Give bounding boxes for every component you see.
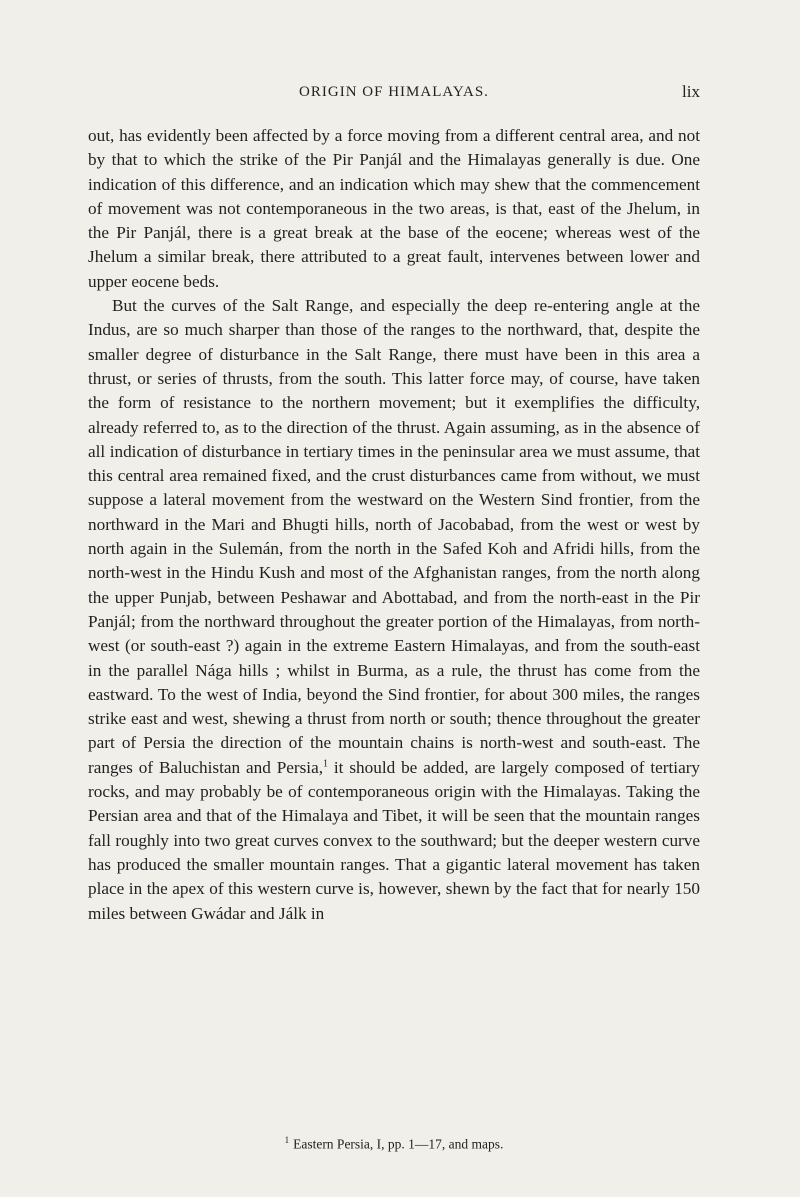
- footnote-text: Eastern Persia, I, pp. 1—17, and maps.: [293, 1136, 504, 1152]
- page-number: lix: [682, 82, 700, 101]
- paragraph-2: [88, 294, 700, 926]
- footnote: [88, 1135, 700, 1153]
- running-head: [88, 80, 700, 106]
- footnote-mark: 1: [284, 1135, 290, 1145]
- running-title: ORIGIN OF HIMALAYAS.: [299, 84, 489, 100]
- paragraph-2-text-before: But the curves of the Salt Range, and especially the deep re-entering angle at the Indus, are so much sharper than those of the ranges to the northward, that, despite the smaller degree of disturbance in the Salt Range, there must have been in this area a thrust, or series of thrusts, from the south. This latter force may, of course, have taken the form of resistance to the northern movement; but it exemplifies the difficulty, already referred to, as to the direction of the thrust. Again assuming, as in the absence of all indication of disturbance in tertiary times in the peninsular area we must assume, that this central area remained fixed, and the crust disturbances came from without, we must suppose a lateral movement from the westward on the Western Sind frontier, from the northward in the Mari and Bhugti hills, north of Jacobabad, from the west or west by north again in the Sulemán, from the north in the Safed Koh and Afridi hills, from the north-west in the Hindu Kush and most of the Afghanistan ranges, from the north along the upper Punjab, between Peshawar and Abottabad, and from the north-east in the Pir Panjál; from the northward throughout the greater portion of the Himalayas, from north-west (or south-east ?) again in the extreme Eastern Himalayas, and from the south-east in the parallel Nága hills ; whilst in Burma, as a rule, the thrust has come from the eastward. To the west of India, beyond the Sind frontier, for about 300 miles, the ranges strike east and west, shewing a thrust from north or south; thence throughout the greater part of Persia the direction of the mountain chains is north-west and south-east. The ranges of Baluchistan and Persia,: [88, 296, 700, 777]
- footnote-reference: 1: [323, 757, 329, 769]
- paragraph-1: out, has evidently been affected by a force moving from a different central area, and not by that to which the strike of the Pir Panjál and the Himalayas generally is due. One indication of this difference, and an indication which may shew that the commencement of movement was not contemporaneous in the two areas, is that, east of the Jhelum, in the Pir Panjál, there is a great break at the base of the eocene; whereas west of the Jhelum a similar break, there attributed to a great fault, intervenes between lower and upper eocene beds.: [88, 126, 700, 291]
- paragraph-2-text-after: it should be added, are largely composed of tertiary rocks, and may probably be of contemporaneous origin with the Himalayas. Taking the Persian area and that of the Himalaya and Tibet, it will be seen that the mountain ranges fall roughly into two great curves convex to the southward; but the deeper western curve has produced the smaller mountain ranges. That a gigantic lateral movement has taken place in the apex of this western curve is, however, shewn by the fact that for nearly 150 miles between Gwádar and Jálk in: [88, 757, 701, 923]
- body-text: [88, 124, 700, 926]
